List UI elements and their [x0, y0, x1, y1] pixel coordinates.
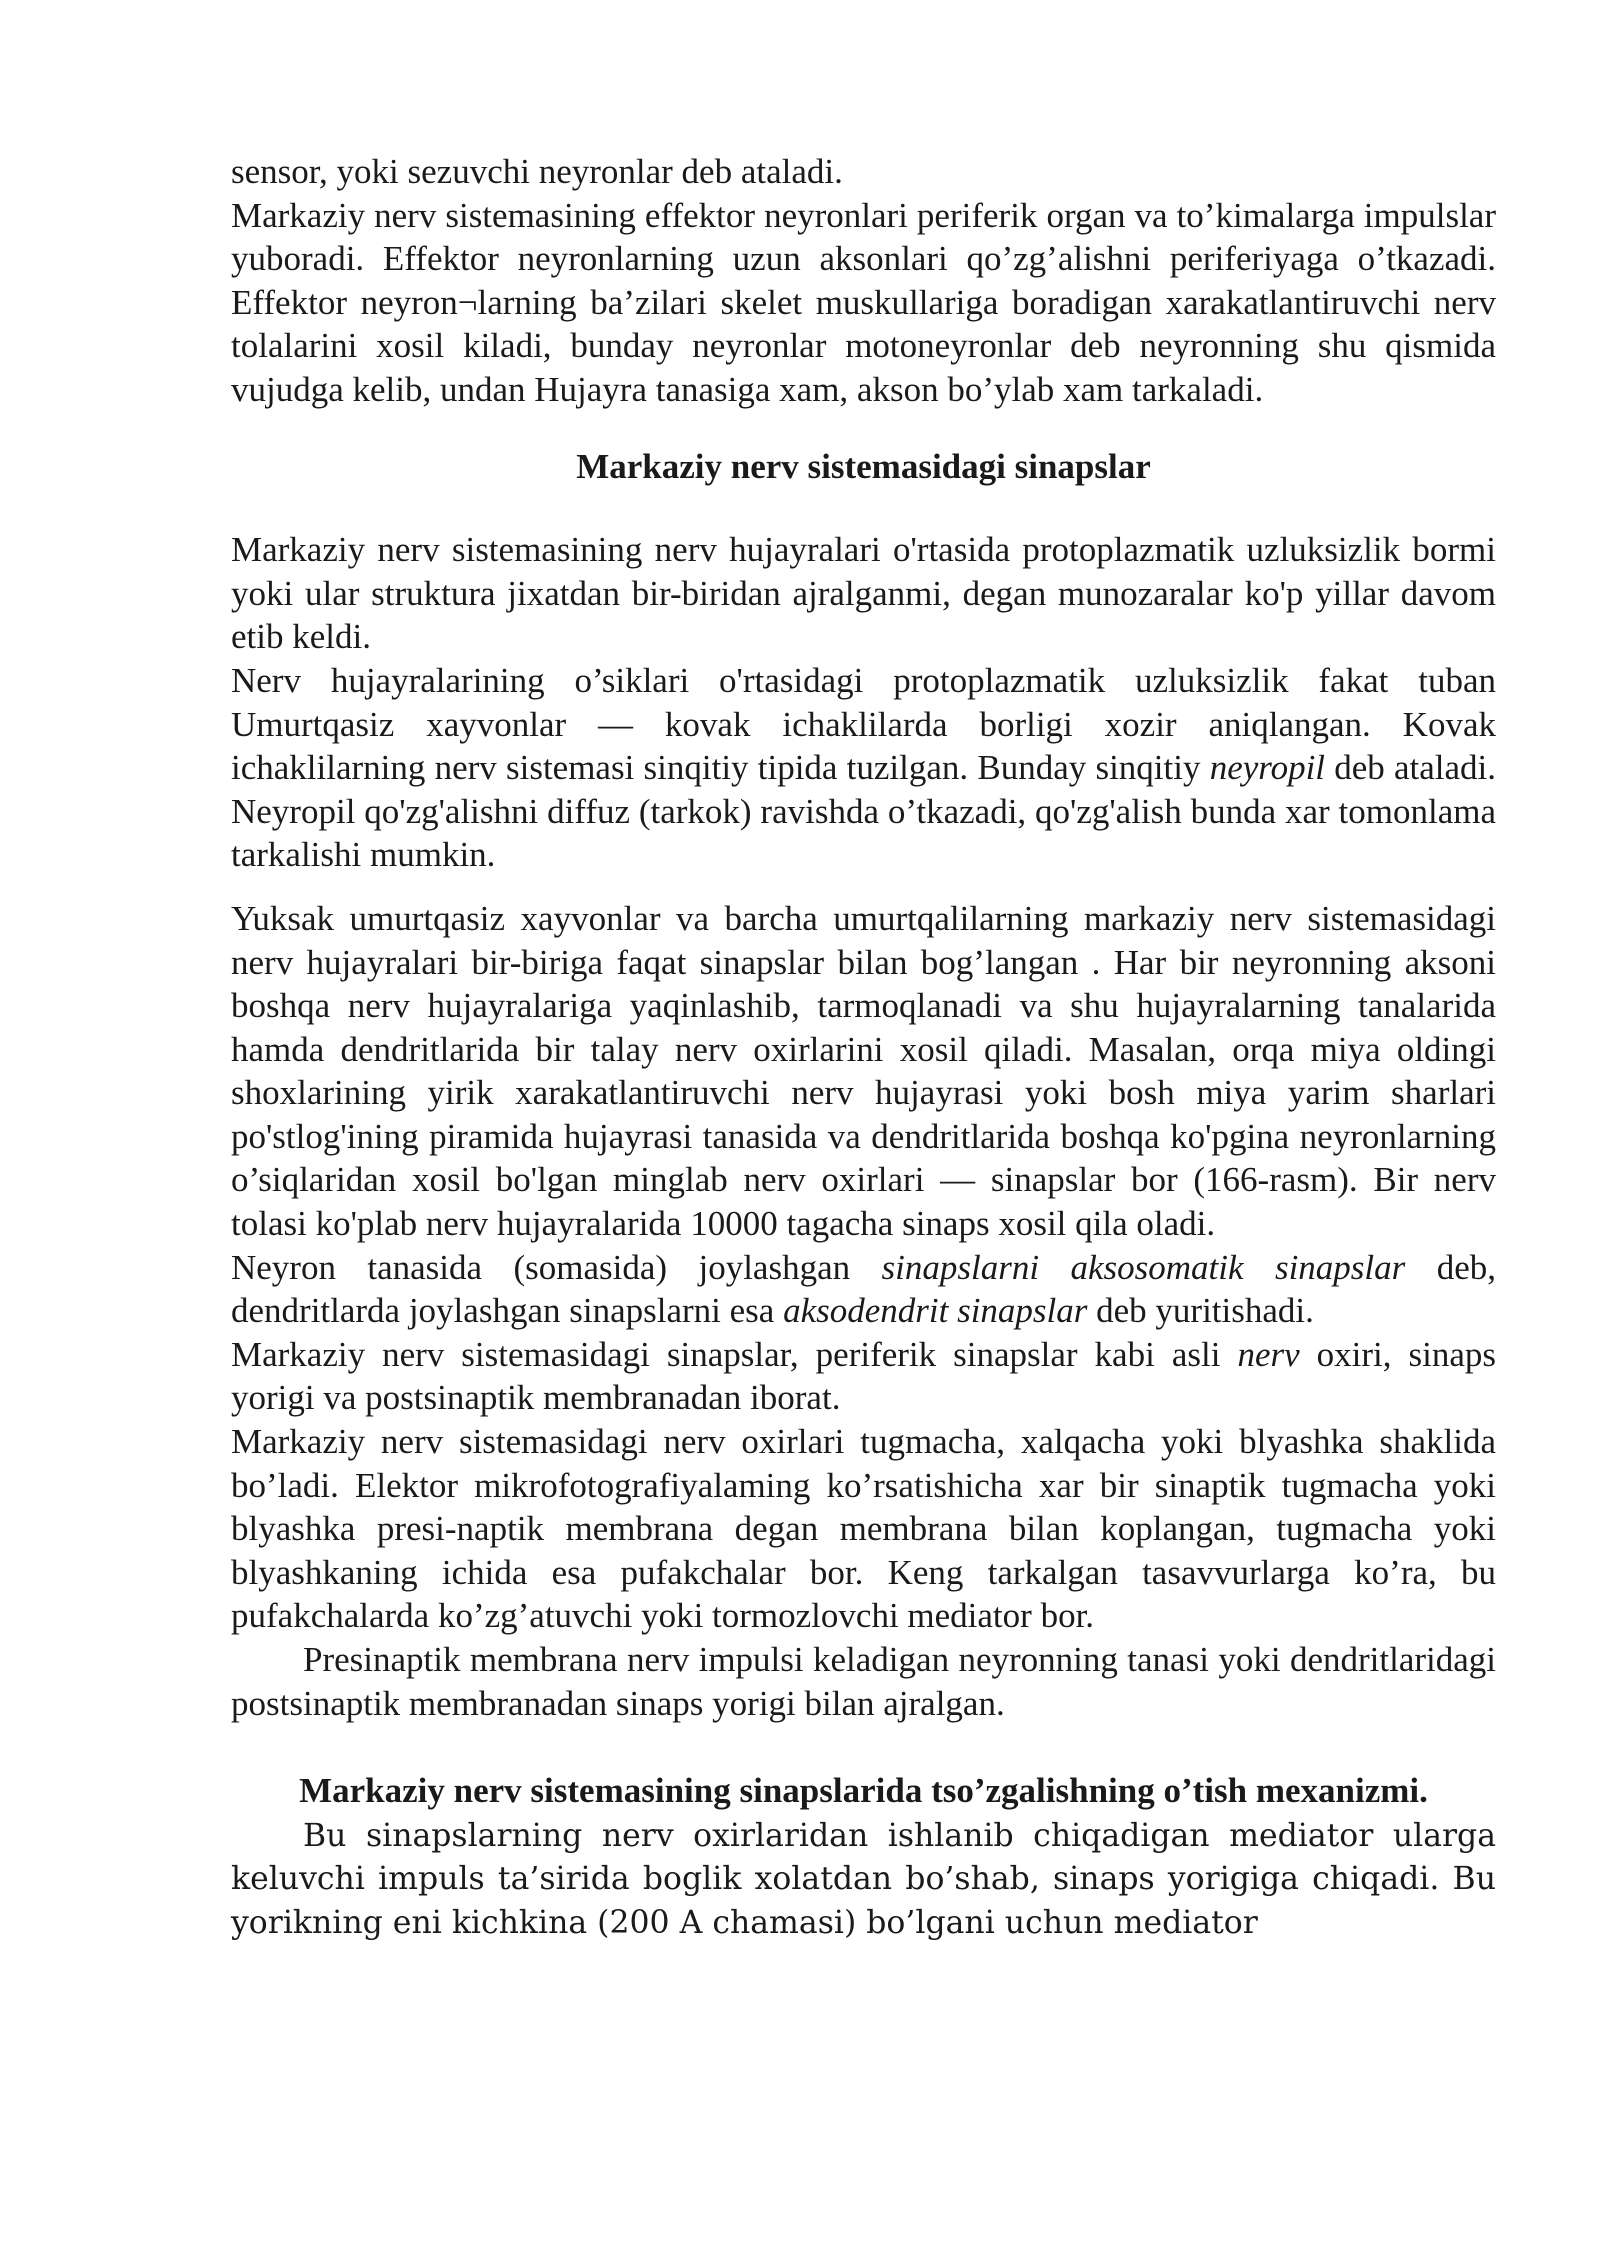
text-run: deb yuritishadi. [1087, 1291, 1314, 1331]
text-run: oxiri, sinaps yorigi va postsinaptik membranadan iborat. [231, 1334, 1497, 1418]
paragraph-effektor: Markaziy nerv sistemasining effektor neyronlari periferik organ va to’kimalarga impulslar yuboradi. Effektor neyronlarning uzun aksonlari qo’zg’alishni periferiyaga o’tkazadi. Effektor neyron¬larning ba’zilari skelet muskullariga boradigan xarakatlantiruvchi nerv tolalarini xosil kiladi, bunday neyronlar motoneyronlar deb neyronning shu qismida vujudga kelib, undan Hujayra tanasiga xam, akson bo’ylab xam tarkaladi. [231, 195, 1496, 409]
text-run: deb, dendritlarda joylashgan sinapslarni esa [231, 1247, 1496, 1331]
section-heading-mexanizm: Markaziy nerv sistemasining sinapslarida tso’zgalishning o’tish mexanizmi. [299, 1771, 1428, 1811]
paragraph-presinaptik: Presinaptik membrana nerv impulsi keladigan neyronning tanasi yoki dendritlaridagi postsinaptik membranadan sinaps yorigi bilan ajralgan. [231, 1640, 1496, 1723]
paragraph-nerv-oxirlari: Markaziy nerv sistemasidagi nerv oxirlari tugmacha, xalqacha yoki blyashka shaklida bo’ladi. Elektor mikrofotografiyalaming ko’rsatishicha xar bir sinaptik tugmacha yoki blyashka presi-naptik membrana degan membrana bilan koplangan, tugmacha yoki blyashkaning ichida esa pufakchalar bor. Keng tarkalgan tasavvurlarga ko’ra, bu pufakchalarda ko’zg’atuvchi yoki tormozlovchi mediator bor. [231, 1422, 1496, 1636]
text-run: Nerv hujayralarining o’siklari o'rtasidagi protoplazmatik uzluksizlik fakat tuban Umurtqasiz xayvonlar — kovak ichaklilarda borligi xozir aniqlangan. Kovak ichaklilarning nerv sistemasi sinqitiy tipida tuzilgan. Bunday sinqitiy [231, 660, 1496, 788]
paragraph-neyron-tanasida [231, 1246, 1496, 1333]
italic-term-aksodendrit: aksodendrit sinapslar [783, 1291, 1088, 1331]
section-heading-sinapslar: Markaziy nerv sistemasidagi sinapslar [576, 446, 1151, 486]
italic-term-nerv: nerv [1237, 1334, 1300, 1374]
paragraph-yuksak-umurtqasiz: Yuksak umurtqasiz xayvonlar va barcha umurtqalilarning markaziy nerv sistemasidagi nerv hujayralari bir-biriga faqat sinapslar bilan bog’langan . Har bir neyronning aksoni boshqa nerv hujayralariga yaqinlashib, tarmoqlanadi va shu hujayralarning tanalarida hamda dendritlarida bir talay nerv oxirlarini xosil qiladi. Masalan, orqa miya oldingi shoxlarining yirik xarakatlantiruvchi nerv hujayrasi yoki bosh miya yarim sharlari po'stlog'ining piramida hujayrasi tanasida va dendritlarida boshqa ko'pgina neyronlarning o’siqlaridan xosil bo'lgan minglab nerv oxirlari — sinapslar bor (166-rasm). Bir nerv tolasi ko'plab nerv hujayralarida 10000 tagacha sinaps xosil qila oladi. [231, 898, 1496, 1244]
paragraph-mediator: Bu sinapslarning nerv oxirlaridan ishlanib chiqadigan mediator ularga keluvchi impuls ta’sirida boglik xolatdan bo’shab, sinaps yorigiga chiqadi. Bu yorikning eni kichkina (200 A chamasi) bo’lgani uchun mediator [231, 1817, 1496, 1941]
text-run: Markaziy nerv sistemasidagi sinapslar, periferik sinapslar kabi asli [231, 1334, 1238, 1374]
text-run: deb ataladi. Neyropil qo'zg'alishni diffuz (tarkok) ravishda o’tkazadi, qo'zg'alish bunda xar tomonlama tarkalishi mumkin. [231, 748, 1497, 875]
document-page [231, 150, 1496, 1946]
italic-term-neyropil: neyropil [1209, 748, 1326, 788]
paragraph-protoplazmatik: Markaziy nerv sistemasining nerv hujayralari o'rtasida protoplazmatik uzluksizlik bormi yoki ular struktura jixatdan bir-biridan ajralganmi, degan munozaralar ko'p yillar davom etib keldi. [231, 530, 1496, 657]
paragraph-markaziy-sinapslar [231, 1333, 1496, 1420]
text-run: Neyron tanasida (somasida) joylashgan [231, 1247, 882, 1287]
italic-term-aksosomatik: sinapslarni aksosomatik sinapslar [881, 1247, 1406, 1287]
paragraph-nerv-hujayralari [231, 659, 1496, 877]
paragraph-sensor: sensor, yoki sezuvchi neyronlar deb ataladi. [231, 152, 843, 191]
